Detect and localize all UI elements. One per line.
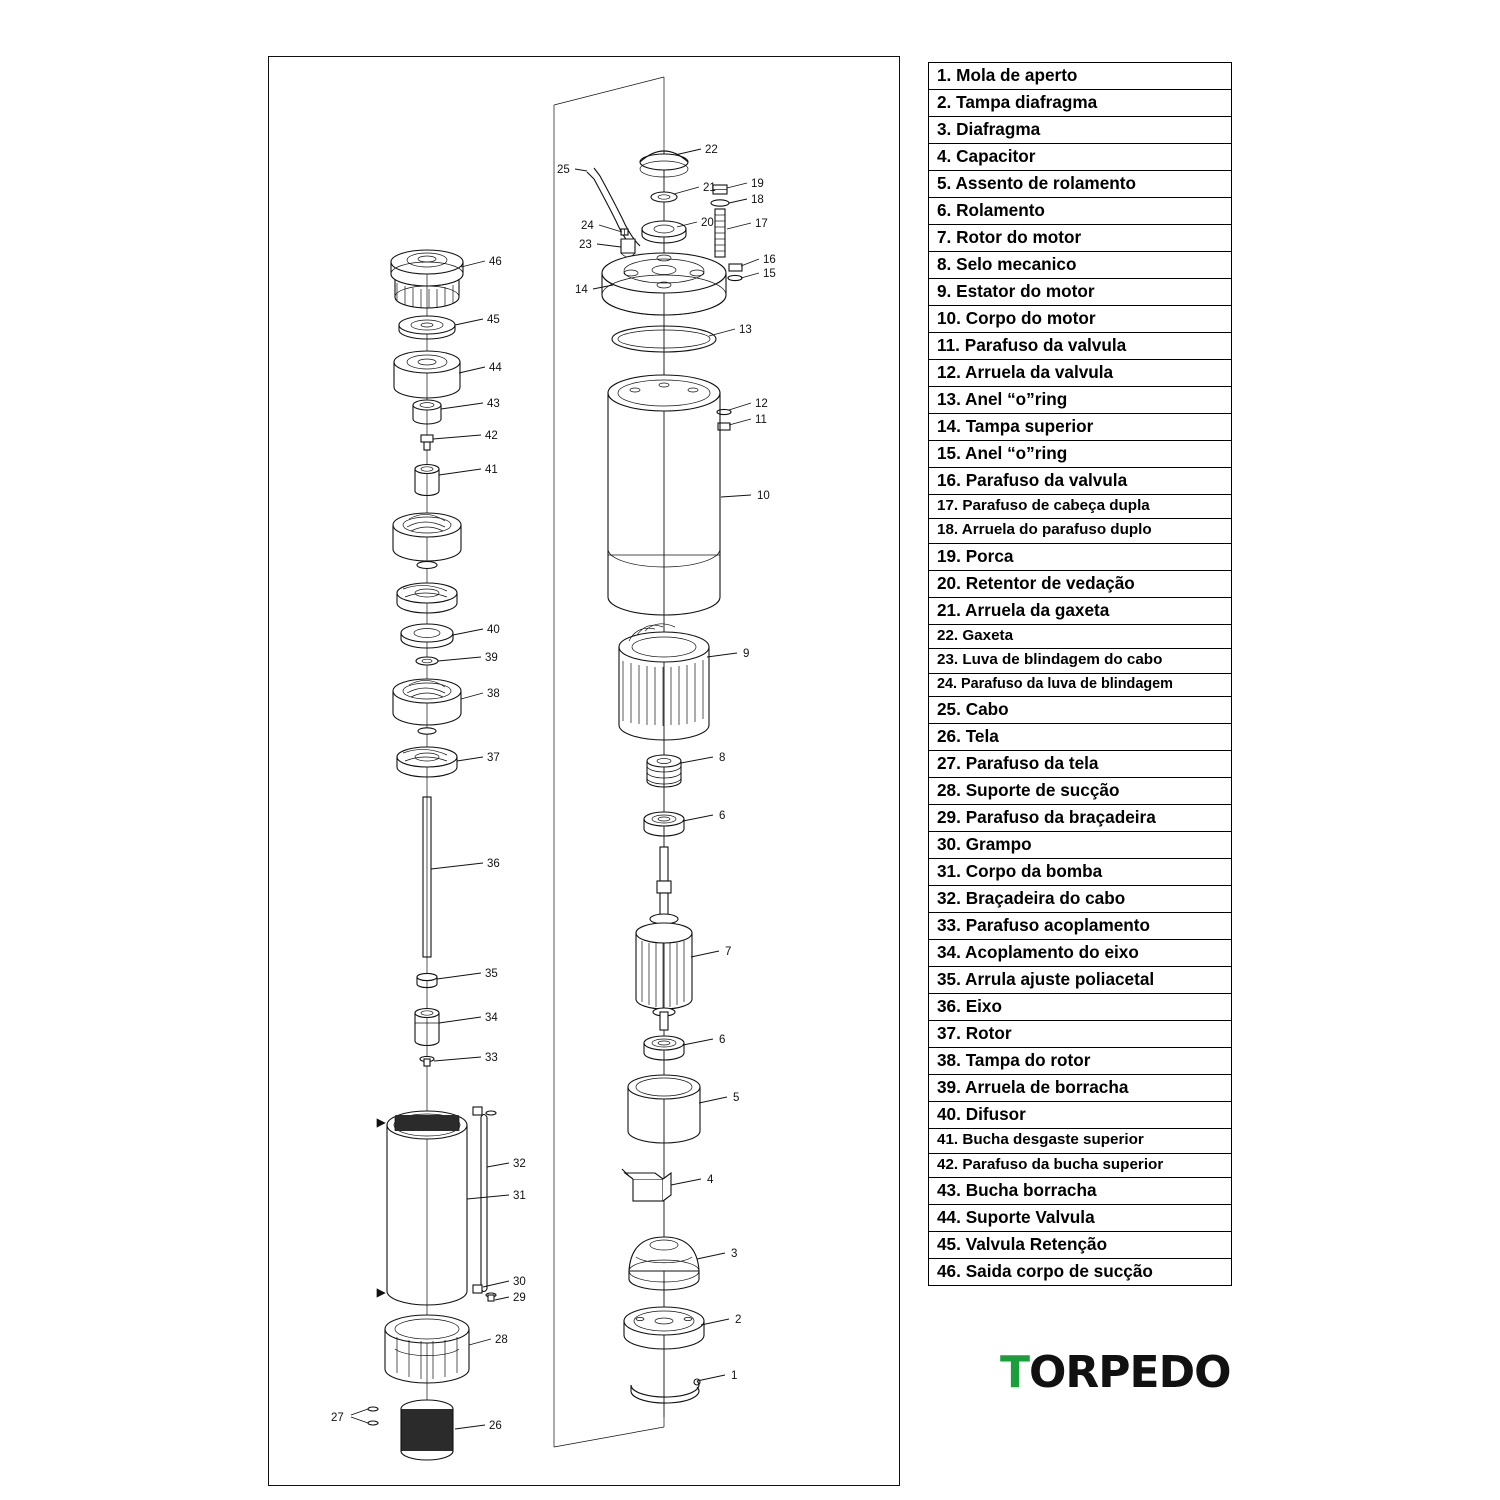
legend-row — [929, 171, 1231, 198]
logo-first-letter: T — [1000, 1347, 1030, 1398]
legend-row — [929, 1102, 1231, 1129]
legend-num: 2. — [937, 91, 952, 112]
legend-row — [929, 198, 1231, 225]
legend-row — [929, 832, 1231, 859]
legend-num: 12. — [937, 361, 961, 382]
svg-text:28: 28 — [495, 1334, 508, 1346]
brand-logo — [1000, 1348, 1230, 1398]
legend-row — [929, 1075, 1231, 1102]
legend-label: Suporte de sucção — [965, 780, 1120, 801]
legend-label: Arruela do parafuso duplo — [961, 521, 1152, 539]
legend-num: 11. — [937, 334, 960, 355]
legend-row — [929, 387, 1231, 414]
part-15-anel-oring — [728, 275, 742, 280]
svg-text:29: 29 — [513, 1292, 526, 1304]
legend-row — [929, 1021, 1231, 1048]
legend-num: 43. — [937, 1180, 961, 1201]
legend-num: 7. — [937, 226, 952, 247]
svg-text:35: 35 — [485, 968, 498, 980]
svg-text:18: 18 — [751, 194, 764, 206]
legend-row — [929, 333, 1231, 360]
legend-row — [929, 649, 1231, 674]
legend-num: 3. — [937, 118, 952, 139]
legend-label: Acoplamento do eixo — [965, 942, 1139, 963]
svg-text:31: 31 — [513, 1190, 526, 1202]
exploded-drawing-frame — [268, 56, 900, 1486]
part-26-tela — [401, 1400, 453, 1460]
legend-label: Parafuso da braçadeira — [965, 807, 1156, 828]
legend-label: Estator do motor — [956, 280, 1095, 301]
legend-num: 38. — [937, 1050, 961, 1071]
legend-label: Braçadeira do cabo — [965, 888, 1126, 909]
legend-label: Corpo do motor — [965, 307, 1096, 328]
legend-num: 37. — [937, 1023, 961, 1044]
legend-num: 30. — [937, 834, 961, 855]
svg-text:39: 39 — [485, 652, 498, 664]
svg-text:15: 15 — [763, 268, 776, 280]
legend-row — [929, 495, 1231, 520]
legend-label: Porca — [965, 545, 1014, 566]
part-21-arruela-gaxeta — [651, 192, 677, 202]
svg-text:5: 5 — [733, 1092, 740, 1104]
legend-row — [929, 144, 1231, 171]
svg-text:38: 38 — [487, 688, 500, 700]
legend-row — [929, 360, 1231, 387]
svg-text:43: 43 — [487, 398, 500, 410]
part-33-parafuso-acoplamento — [420, 1056, 434, 1066]
svg-text:1: 1 — [731, 1370, 738, 1382]
legend-label: Assento de rolamento — [955, 172, 1136, 193]
svg-text:37: 37 — [487, 752, 500, 764]
svg-text:4: 4 — [707, 1174, 714, 1186]
svg-text:45: 45 — [487, 314, 500, 326]
legend-label: Rotor do motor — [956, 226, 1082, 247]
legend-label: Retentor de vedação — [965, 572, 1135, 593]
part-39-arruela-borracha-superior — [417, 562, 437, 569]
part-36-eixo — [423, 797, 431, 957]
legend-label: Parafuso da tela — [965, 753, 1099, 774]
legend-row — [929, 252, 1231, 279]
legend-row — [929, 724, 1231, 751]
svg-text:12: 12 — [755, 398, 768, 410]
legend-label: Parafuso da luva de blindagem — [961, 675, 1173, 692]
legend-row — [929, 1129, 1231, 1154]
legend-row — [929, 598, 1231, 625]
part-12-arruela-valvula — [717, 409, 731, 414]
svg-text:24: 24 — [581, 220, 594, 232]
part-16-parafuso-valvula — [729, 264, 742, 271]
legend-num: 4. — [937, 145, 952, 166]
logo-remainder: ORPEDO — [1029, 1347, 1231, 1398]
legend-label: Valvula Retenção — [965, 1234, 1108, 1255]
legend-label: Capacitor — [956, 145, 1036, 166]
legend-num: 8. — [937, 253, 952, 274]
legend-num: 28. — [937, 780, 961, 801]
svg-text:27: 27 — [331, 1412, 344, 1424]
legend-num: 20. — [937, 572, 961, 593]
svg-text:19: 19 — [751, 178, 764, 190]
legend-num: 21. — [937, 599, 961, 620]
legend-num: 42. — [937, 1155, 959, 1173]
legend-num: 32. — [937, 888, 961, 909]
part-25-cabo — [587, 168, 640, 249]
svg-text:6: 6 — [719, 1034, 726, 1046]
legend-row — [929, 441, 1231, 468]
legend-label: Selo mecanico — [956, 253, 1077, 274]
svg-text:23: 23 — [579, 239, 592, 251]
legend-label: Arrula ajuste poliacetal — [965, 969, 1155, 990]
legend-row — [929, 1154, 1231, 1179]
legend-label: Arruela da valvula — [965, 361, 1114, 382]
svg-text:46: 46 — [489, 256, 502, 268]
legend-label: Arruela de borracha — [965, 1077, 1129, 1098]
legend-label: Gaxeta — [962, 626, 1014, 644]
legend-num: 33. — [937, 915, 961, 936]
legend-num: 25. — [937, 699, 961, 720]
legend-label: Grampo — [965, 834, 1032, 855]
svg-text:13: 13 — [739, 324, 752, 336]
legend-num: 14. — [937, 415, 961, 436]
svg-text:42: 42 — [485, 430, 498, 442]
legend-label: Parafuso acoplamento — [965, 915, 1151, 936]
svg-text:34: 34 — [485, 1012, 498, 1024]
svg-text:40: 40 — [487, 624, 500, 636]
legend-row — [929, 306, 1231, 333]
legend-row — [929, 859, 1231, 886]
legend-row — [929, 994, 1231, 1021]
legend-row — [929, 117, 1231, 144]
legend-num: 5. — [937, 172, 952, 193]
legend-label: Tampa diafragma — [956, 91, 1098, 112]
svg-text:3: 3 — [731, 1248, 738, 1260]
legend-row — [929, 940, 1231, 967]
legend-num: 26. — [937, 726, 961, 747]
legend-label: Tela — [965, 726, 999, 747]
svg-text:41: 41 — [485, 464, 498, 476]
legend-num: 13. — [937, 388, 961, 409]
svg-text:20: 20 — [701, 217, 714, 229]
legend-num: 36. — [937, 996, 961, 1017]
legend-num: 22. — [937, 626, 959, 644]
legend-row — [929, 967, 1231, 994]
legend-label: Bucha borracha — [965, 1180, 1097, 1201]
svg-text:7: 7 — [725, 946, 732, 958]
svg-text:10: 10 — [757, 490, 770, 502]
svg-text:11: 11 — [755, 414, 767, 426]
part-1-mola-aperto — [631, 1379, 700, 1403]
legend-row — [929, 1259, 1231, 1286]
legend-label: Cabo — [965, 699, 1009, 720]
legend-row — [929, 519, 1231, 544]
svg-text:26: 26 — [489, 1420, 502, 1432]
exploded-drawing — [269, 57, 901, 1487]
legend-label: Rolamento — [956, 199, 1045, 220]
legend-num: 29. — [937, 807, 961, 828]
part-3-diafragma — [629, 1237, 699, 1290]
legend-num: 41. — [937, 1131, 959, 1149]
legend-label: Suporte Valvula — [965, 1207, 1095, 1228]
legend-row — [929, 468, 1231, 495]
svg-text:21: 21 — [703, 182, 716, 194]
legend-row — [929, 1232, 1231, 1259]
legend-label: Rotor — [965, 1023, 1012, 1044]
legend-label: Eixo — [965, 996, 1002, 1017]
part-39-arruela-borracha-b — [418, 728, 436, 734]
legend-num: 17. — [937, 496, 959, 514]
legend-row — [929, 805, 1231, 832]
svg-text:14: 14 — [575, 284, 588, 296]
part-24-parafuso-luva — [621, 229, 628, 235]
legend-num: 44. — [937, 1207, 961, 1228]
parts-legend — [928, 62, 1232, 1286]
svg-text:17: 17 — [755, 218, 768, 230]
svg-text:2: 2 — [735, 1314, 742, 1326]
legend-label: Arruela da gaxeta — [965, 599, 1110, 620]
svg-text:33: 33 — [485, 1052, 498, 1064]
legend-label: Diafragma — [956, 118, 1041, 139]
legend-num: 46. — [937, 1261, 961, 1282]
legend-row — [929, 751, 1231, 778]
legend-row — [929, 913, 1231, 940]
legend-row — [929, 674, 1231, 698]
legend-row — [929, 625, 1231, 650]
legend-row — [929, 697, 1231, 724]
svg-text:16: 16 — [763, 254, 776, 266]
legend-row — [929, 90, 1231, 117]
legend-label: Difusor — [965, 1104, 1026, 1125]
legend-label: Luva de blindagem do cabo — [962, 651, 1163, 669]
legend-num: 40. — [937, 1104, 961, 1125]
legend-label: Corpo da bomba — [965, 861, 1103, 882]
svg-text:36: 36 — [487, 858, 500, 870]
legend-num: 9. — [937, 280, 952, 301]
legend-row — [929, 1205, 1231, 1232]
legend-label: Parafuso de cabeça dupla — [962, 496, 1150, 514]
legend-row — [929, 225, 1231, 252]
legend-label: Parafuso da valvula — [965, 469, 1128, 490]
legend-label: Bucha desgaste superior — [962, 1131, 1144, 1149]
legend-label: Mola de aperto — [956, 65, 1078, 85]
legend-label: Saida corpo de sucção — [965, 1261, 1153, 1282]
legend-num: 6. — [937, 199, 952, 220]
legend-row — [929, 571, 1231, 598]
legend-num: 39. — [937, 1077, 961, 1098]
part-32-bracadeira-cabo — [481, 1115, 487, 1292]
part-23-luva-blindagem — [621, 239, 635, 257]
legend-num: 45. — [937, 1234, 961, 1255]
legend-row — [929, 544, 1231, 571]
legend-num: 16. — [937, 469, 961, 490]
legend-label: Parafuso da valvula — [964, 334, 1127, 355]
legend-label: Parafuso da bucha superior — [962, 1155, 1164, 1173]
svg-text:32: 32 — [513, 1158, 526, 1170]
legend-label: Anel “o”ring — [965, 442, 1068, 463]
legend-row — [929, 279, 1231, 306]
legend-label: Tampa do rotor — [965, 1050, 1091, 1071]
svg-text:22: 22 — [705, 144, 718, 156]
legend-row — [929, 886, 1231, 913]
legend-num: 18. — [937, 521, 959, 539]
legend-row — [929, 778, 1231, 805]
legend-row — [929, 1178, 1231, 1205]
legend-label: Anel “o”ring — [965, 388, 1068, 409]
part-39-arruela-borracha — [416, 657, 438, 665]
legend-num: 34. — [937, 942, 961, 963]
part-17-parafuso-cabeca-dupla — [715, 209, 725, 257]
legend-num: 23. — [937, 651, 959, 669]
legend-row — [929, 414, 1231, 441]
legend-label: Tampa superior — [965, 415, 1094, 436]
legend-num: 35. — [937, 969, 961, 990]
part-42-parafuso-bucha — [421, 435, 433, 450]
svg-text:9: 9 — [743, 648, 750, 660]
part-27-parafuso-tela — [368, 1407, 378, 1425]
legend-num: 19. — [937, 545, 961, 566]
svg-text:44: 44 — [489, 362, 502, 374]
svg-text:8: 8 — [719, 752, 726, 764]
legend-num: 15. — [937, 442, 961, 463]
legend-num: 31. — [937, 861, 961, 882]
legend-num: 1. — [937, 65, 952, 85]
legend-num: 10. — [937, 307, 961, 328]
legend-num: 24. — [937, 675, 958, 692]
legend-row — [929, 1048, 1231, 1075]
svg-text:25: 25 — [557, 164, 570, 176]
svg-text:6: 6 — [719, 810, 726, 822]
legend-row — [929, 63, 1231, 90]
part-18-arruela — [711, 200, 729, 206]
legend-num: 27. — [937, 753, 961, 774]
svg-text:30: 30 — [513, 1276, 526, 1288]
